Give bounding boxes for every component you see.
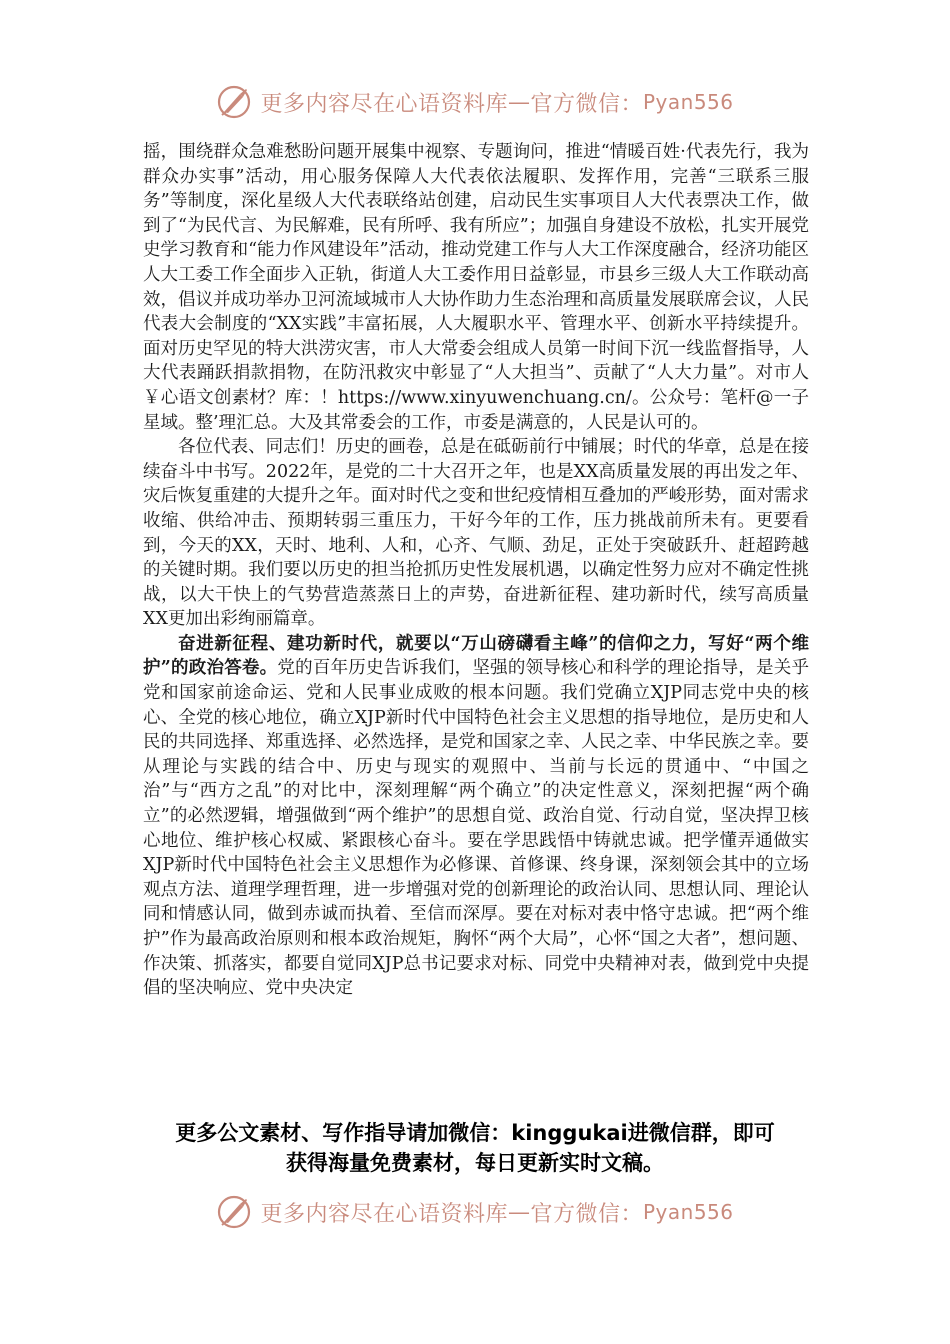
header-watermark-banner xyxy=(0,82,950,122)
banner-title: 更多内容尽在心语资料库 xyxy=(260,1201,508,1227)
document-body xyxy=(143,140,809,1001)
promo-line-2: 获得海量免费素材，每日更新实时文稿。 xyxy=(286,1151,664,1175)
quill-logo-icon xyxy=(216,1194,252,1230)
paragraph-bold-lead-text: 党的百年历史告诉我们，坚强的领导核心和科学的理论指导，是关乎党和国家前途命运、党和人民事业成败的根本问题。我们党确立XJP同志党中央的核心、全党的核心地位，确立XJP新时代中国特色社会主义思想的指导地位，是历史和人民的共同选择、郑重选择、必然选择，是党和国家之幸、人民之幸、中华民族之幸。要从理论与实践的结合中、历史与现实的观照中、当前与长远的贯通中、“中国之治”与“西方之乱”的对比中，深刻理解“两个确立”的决定性意义，深刻把握“两个确立”的必然逻辑，增强做到“两个维护”的思想自觉、政治自觉、行动自觉，坚决捍卫核心地位、维护核心权威、紧跟核心奋斗。要在学思践悟中铸就忠诚。把学懂弄通做实XJP新时代中国特色社会主义思想作为必修课、首修课、终身课，深刻领会其中的立场观点方法、道理学理哲理，进一步增强对党的创新理论的政治认同、思想认同、理论认同和情感认同，做到赤诚而执着、至信而深厚。要在对标对表中恪守忠诚。把“两个维护”作为最高政治原则和根本政治规矩，胸怀“两个大局”，心怀“国之大者”，想问题、作决策、抓落实，都要自觉同XJP总书记要求对标、同党中央精神对表，做到党中央提倡的坚决响应、党中央决定 xyxy=(143,658,809,999)
promo-notice xyxy=(120,1118,830,1178)
promo-line-1: 更多公文素材、写作指导请加微信：kinggukai进微信群，即可 xyxy=(175,1121,775,1145)
footer-watermark-banner xyxy=(0,1192,950,1232)
banner-handle: Pyan556 xyxy=(643,1200,734,1224)
banner-official-label: 官方微信： xyxy=(530,1201,643,1227)
paragraph-bold-lead xyxy=(143,632,809,1001)
banner-title: 更多内容尽在心语资料库 xyxy=(260,91,508,117)
banner-dash: — xyxy=(507,1199,531,1225)
quill-logo-icon xyxy=(216,84,252,120)
paragraph-continuation: 摇，围绕群众急难愁盼问题开展集中视察、专题询问，推进“情暖百姓·代表先行，我为群众办实事”活动，用心服务保障人大代表依法履职、发挥作用，完善“三联系三服务”等制度，深化星级人大代表联络站创建，启动民生实事项目人大代表票决工作，做到了“为民代言、为民解难，民有所呼、我有所应”；加强自身建设不放松，扎实开展党史学习教育和“能力作风建设年”活动，推动党建工作与人大工作深度融合，经济功能区人大工委工作全面步入正轨，街道人大工委作用日益彰显，市县乡三级人大工作联动高效，倡议并成功举办卫河流域城市人大协作助力生态治理和高质量发展联席会议，人民代表大会制度的“XX实践”丰富拓展，人大履职水平、管理水平、创新水平持续提升。面对历史罕见的特大洪涝灾害，市人大常委会组成人员第一时间下沉一线监督指导，人大代表踊跃捐款捐物，在防汛救灾中彰显了“人大担当”、贡献了“人大力量”。对市人￥心语文创素材？库：！https://www.xinyuwenchuang.cn/。公众号：笔杆@一子星域。整’理汇总。大及其常委会的工作，市委是满意的，人民是认可的。 xyxy=(143,142,809,433)
banner-official-label: 官方微信： xyxy=(530,91,643,117)
banner-handle: Pyan556 xyxy=(643,90,734,114)
paragraph-bold-heading: 奋进新征程、建功新时代，就要以“万山磅礴看主峰”的信仰之力，写好“两个维护”的政治答卷。 xyxy=(143,633,809,679)
banner-dash: — xyxy=(507,89,531,115)
paragraph-indented: 各位代表、同志们！历史的画卷，总是在砥砺前行中铺展；时代的华章，总是在接续奋斗中书写。2022年，是党的二十大召开之年，也是XX高质量发展的再出发之年、灾后恢复重建的大提升之年。面对时代之变和世纪疫情相互叠加的严峻形势，面对需求收缩、供给冲击、预期转弱三重压力，干好今年的工作，压力挑战前所未有。更要看到，今天的XX，天时、地利、人和，心齐、气顺、劲足，正处于突破跃升、赶超跨越的关键时期。我们要以历史的担当抢抓历史性发展机遇，以确定性努力应对不确定性挑战，以大干快上的气势营造蒸蒸日上的声势，奋进新征程、建功新时代，续写高质量XX更加出彩绚丽篇章。 xyxy=(143,437,809,630)
